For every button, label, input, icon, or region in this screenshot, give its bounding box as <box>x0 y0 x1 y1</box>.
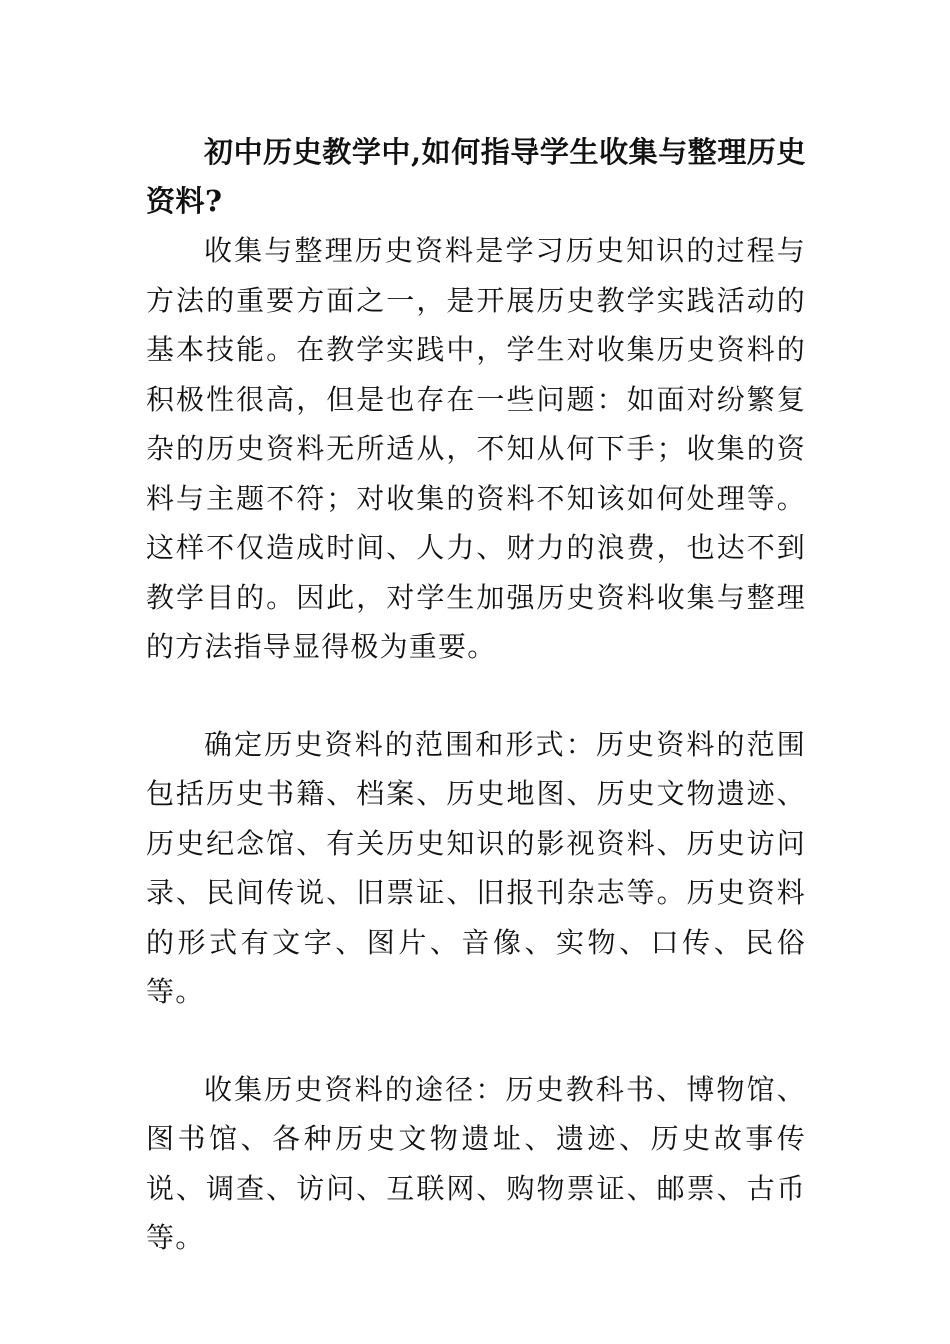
paragraph-channels: 收集历史资料的途径：历史教科书、博物馆、图书馆、各种历史文物遗址、遗迹、历史故事传说、调查、访问、互联网、购物票证、邮票、古币等。 <box>146 1072 806 1254</box>
document-title: 初中历史教学中,如何指导学生收集与整理历史资料? <box>146 135 806 218</box>
paragraph-spacer <box>146 1017 806 1065</box>
paragraph-intro: 收集与整理历史资料是学习历史知识的过程与方法的重要方面之一，是开展历史教学实践活动的基本技能。在教学实践中，学生对收集历史资料的积极性很高，但是也存在一些问题：如面对纷繁复杂的历史资料无所适从，不知从何下手；收集的资料与主题不符；对收集的资料不知该如何处理等。这样不仅造成时间、人力、财力的浪费，也达不到教学目的。因此，对学生加强历史资料收集与整理的方法指导显得极为重要。 <box>146 234 806 663</box>
paragraph-scope: 确定历史资料的范围和形式：历史资料的范围包括历史书籍、档案、历史地图、历史文物遗迹、历史纪念馆、有关历史知识的影视资料、历史访问录、民间传说、旧票证、旧报刊杂志等。历史资料的形式有文字、图片、音像、实物、口传、民俗等。 <box>146 727 806 1008</box>
paragraph-spacer <box>146 672 806 720</box>
document-page <box>146 128 806 1263</box>
